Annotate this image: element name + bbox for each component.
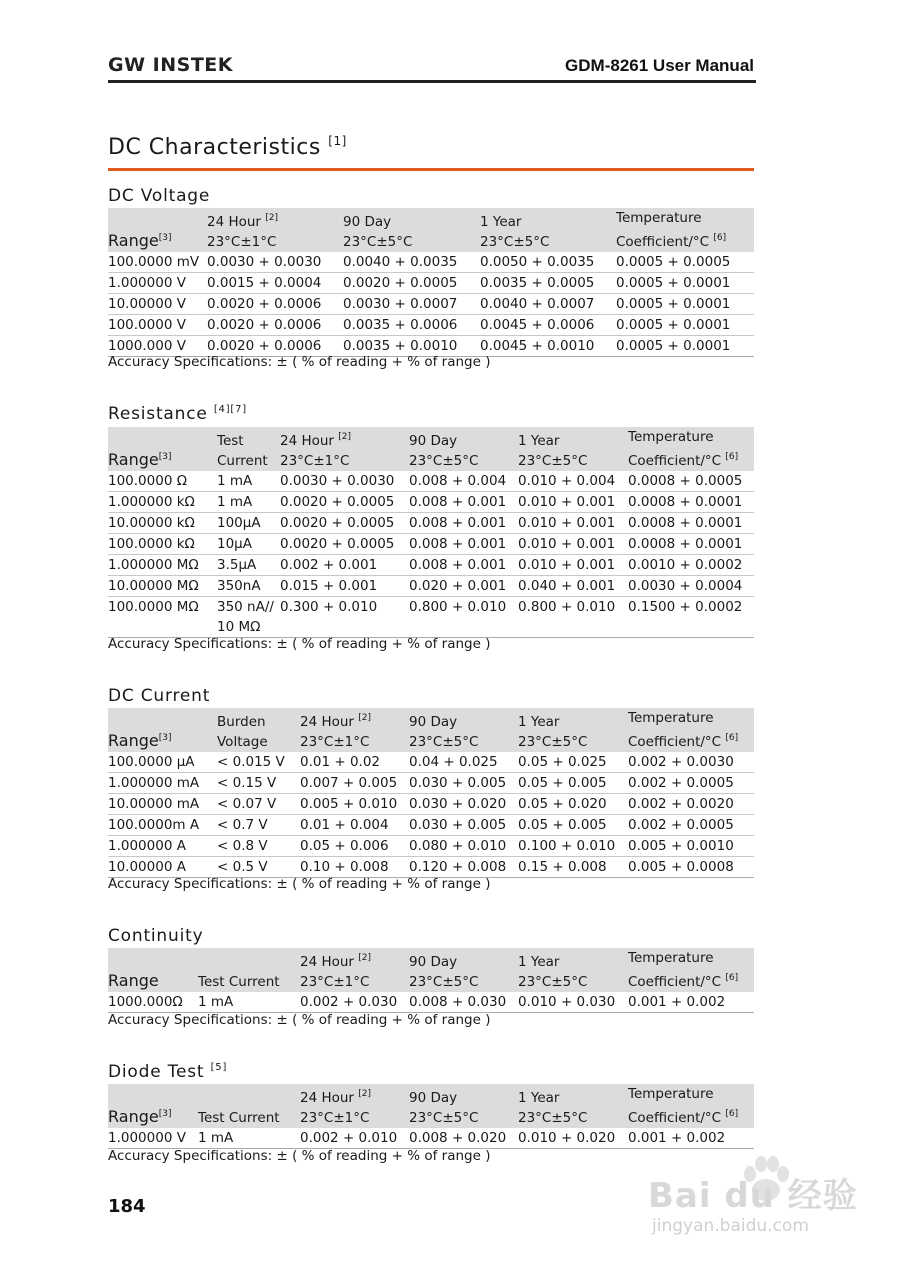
table-cell: 10μA [217, 534, 280, 555]
continuity-title: Continuity [108, 926, 204, 946]
watermark-url: jingyan.baidu.com [652, 1216, 809, 1236]
col-90-day: 90 Day 23°C±5°C [409, 714, 479, 750]
table-cell: 0.0015 + 0.0004 [207, 273, 343, 294]
col-90-day: 90 Day 23°C±5°C [409, 954, 479, 990]
table-header-row [108, 208, 754, 252]
col-24-hour: 24 Hour [2] 23°C±1°C [300, 713, 372, 750]
table-cell: 0.010 + 0.001 [518, 534, 628, 555]
table-cell: 350 nA// 10 MΩ [217, 597, 280, 638]
table-cell: 0.007 + 0.005 [300, 773, 409, 794]
table-cell: 100.0000 Ω [108, 471, 217, 492]
table-cell: < 0.07 V [217, 794, 300, 815]
table-cell: 0.002 + 0.001 [280, 555, 409, 576]
page-title [108, 134, 347, 160]
col-range: Range [108, 971, 159, 990]
col-temperature-coefficient: Temperature Coefficient/°C [6] [628, 950, 739, 990]
table-row [108, 492, 754, 513]
manual-title: GDM-8261 User Manual [565, 56, 754, 75]
table-cell: 0.05 + 0.025 [518, 752, 628, 773]
col-temperature-coefficient: Temperature Coefficient/°C [6] [628, 710, 739, 750]
dc-voltage-title: DC Voltage [108, 186, 211, 206]
col-test-current: Test Current [198, 974, 280, 990]
table-cell: 0.0035 + 0.0010 [343, 336, 480, 357]
table-cell: 0.010 + 0.020 [518, 1128, 628, 1149]
table-cell: 0.040 + 0.001 [518, 576, 628, 597]
continuity-accuracy-note: Accuracy Specifications: ± ( % of reading + % of range ) [108, 1012, 491, 1028]
table-cell: 0.0020 + 0.0005 [280, 492, 409, 513]
table-cell: 0.002 + 0.030 [300, 992, 409, 1013]
dc-current-table [108, 708, 754, 878]
table-cell: 1.000000 kΩ [108, 492, 217, 513]
table-cell: 0.120 + 0.008 [409, 857, 518, 878]
col-temperature-coefficient: Temperature Coefficient/°C [6] [628, 429, 739, 469]
table-cell: < 0.15 V [217, 773, 300, 794]
table-cell: 0.008 + 0.001 [409, 492, 518, 513]
table-cell: 1.000000 MΩ [108, 555, 217, 576]
col-24-hour: 24 Hour [2] 23°C±1°C [207, 213, 279, 250]
table-cell: 0.005 + 0.010 [300, 794, 409, 815]
col-90-day: 90 Day 23°C±5°C [409, 433, 479, 469]
table-cell: 0.015 + 0.001 [280, 576, 409, 597]
table-cell: 100μA [217, 513, 280, 534]
table-cell: 0.01 + 0.004 [300, 815, 409, 836]
table-cell: 0.0040 + 0.0007 [480, 294, 616, 315]
table-cell: 100.0000 MΩ [108, 597, 217, 638]
table-row [108, 315, 754, 336]
page-title-text: DC Characteristics [108, 135, 321, 160]
table-cell: 0.010 + 0.030 [518, 992, 628, 1013]
table-cell: 0.05 + 0.020 [518, 794, 628, 815]
table-cell: 0.030 + 0.020 [409, 794, 518, 815]
table-cell: 0.0005 + 0.0005 [616, 252, 754, 273]
table-row [108, 471, 754, 492]
table-cell: 1 mA [217, 492, 280, 513]
table-cell: < 0.8 V [217, 836, 300, 857]
table-cell: 0.008 + 0.020 [409, 1128, 518, 1149]
table-row [108, 992, 754, 1013]
table-cell: 0.05 + 0.006 [300, 836, 409, 857]
col-burden-voltage: Burden Voltage [217, 714, 268, 750]
table-cell: 1.000000 A [108, 836, 217, 857]
col-90-day: 90 Day 23°C±5°C [409, 1090, 479, 1126]
table-cell: 0.0020 + 0.0005 [280, 534, 409, 555]
resistance-title-text: Resistance [108, 404, 208, 424]
dc-voltage-accuracy-note: Accuracy Specifications: ± ( % of reading + % of range ) [108, 354, 491, 370]
table-cell: 0.0030 + 0.0007 [343, 294, 480, 315]
table-cell: 0.0045 + 0.0010 [480, 336, 616, 357]
table-cell: 0.0020 + 0.0006 [207, 315, 343, 336]
table-row [108, 836, 754, 857]
table-cell: 0.008 + 0.004 [409, 471, 518, 492]
dc-current-title: DC Current [108, 686, 211, 706]
table-cell: 0.002 + 0.0030 [628, 752, 754, 773]
resistance-title [108, 404, 247, 424]
table-cell: 1000.000Ω [108, 992, 198, 1013]
table-cell: 0.0008 + 0.0001 [628, 534, 754, 555]
col-test-current: Test Current [198, 1110, 280, 1126]
page-number: 184 [108, 1196, 146, 1217]
table-cell: 0.080 + 0.010 [409, 836, 518, 857]
page-title-ref: [1] [328, 134, 347, 148]
table-row [108, 294, 754, 315]
table-cell: 0.100 + 0.010 [518, 836, 628, 857]
table-cell: 0.0020 + 0.0005 [280, 513, 409, 534]
table-cell: 0.030 + 0.005 [409, 815, 518, 836]
table-header-row [108, 948, 754, 992]
col-range: Range[3] [108, 1107, 172, 1126]
table-row [108, 815, 754, 836]
table-cell: 10.00000 mA [108, 794, 217, 815]
table-cell: 0.001 + 0.002 [628, 1128, 754, 1149]
col-1-year: 1 Year 23°C±5°C [518, 954, 588, 990]
table-cell: < 0.015 V [217, 752, 300, 773]
table-cell: 0.010 + 0.001 [518, 555, 628, 576]
table-cell: 1.000000 V [108, 273, 207, 294]
table-cell: 0.0005 + 0.0001 [616, 294, 754, 315]
table-cell: 10.00000 MΩ [108, 576, 217, 597]
table-cell: 0.008 + 0.030 [409, 992, 518, 1013]
table-cell: 0.0005 + 0.0001 [616, 336, 754, 357]
resistance-accuracy-note: Accuracy Specifications: ± ( % of reading + % of range ) [108, 636, 491, 652]
table-cell: 0.010 + 0.001 [518, 513, 628, 534]
table-row [108, 857, 754, 878]
table-cell: 0.0008 + 0.0001 [628, 492, 754, 513]
col-range: Range[3] [108, 450, 172, 469]
table-cell: 0.0005 + 0.0001 [616, 315, 754, 336]
table-cell: < 0.5 V [217, 857, 300, 878]
diode-test-title-text: Diode Test [108, 1062, 205, 1082]
col-1-year: 1 Year 23°C±5°C [480, 214, 550, 250]
col-range: Range[3] [108, 231, 172, 250]
table-cell: 0.0005 + 0.0001 [616, 273, 754, 294]
col-90-day: 90 Day 23°C±5°C [343, 214, 413, 250]
table-cell: 0.0008 + 0.0005 [628, 471, 754, 492]
table-header-row [108, 708, 754, 752]
table-cell: 0.0020 + 0.0005 [343, 273, 480, 294]
col-1-year: 1 Year 23°C±5°C [518, 433, 588, 469]
table-cell: 0.04 + 0.025 [409, 752, 518, 773]
table-cell: 0.300 + 0.010 [280, 597, 409, 638]
table-row [108, 597, 754, 638]
table-cell: 0.05 + 0.005 [518, 815, 628, 836]
table-cell: 3.5μA [217, 555, 280, 576]
table-cell: 0.0035 + 0.0005 [480, 273, 616, 294]
col-24-hour: 24 Hour [2] 23°C±1°C [300, 1089, 372, 1126]
table-cell: 0.010 + 0.001 [518, 492, 628, 513]
table-cell: 0.002 + 0.0005 [628, 773, 754, 794]
table-cell: 0.0020 + 0.0006 [207, 294, 343, 315]
table-cell: < 0.7 V [217, 815, 300, 836]
table-cell: 0.0050 + 0.0035 [480, 252, 616, 273]
table-row [108, 576, 754, 597]
table-cell: 0.0035 + 0.0006 [343, 315, 480, 336]
table-header-row [108, 1084, 754, 1128]
table-cell: 10.00000 V [108, 294, 207, 315]
watermark-logo-text: Bai du 经验 [648, 1176, 858, 1216]
table-cell: 0.0020 + 0.0006 [207, 336, 343, 357]
table-row [108, 773, 754, 794]
table-cell: 350nA [217, 576, 280, 597]
dc-voltage-table [108, 208, 754, 357]
resistance-title-ref: [4][7] [213, 404, 247, 415]
col-1-year: 1 Year 23°C±5°C [518, 1090, 588, 1126]
table-cell: 0.002 + 0.010 [300, 1128, 409, 1149]
table-cell: 0.800 + 0.010 [518, 597, 628, 638]
table-cell: 1 mA [198, 992, 300, 1013]
table-cell: 0.020 + 0.001 [409, 576, 518, 597]
table-cell: 1.000000 V [108, 1128, 198, 1149]
col-temperature-coefficient: Temperature Coefficient/°C [6] [628, 1086, 739, 1126]
table-row [108, 794, 754, 815]
diode-test-title [108, 1062, 227, 1082]
table-row [108, 513, 754, 534]
col-24-hour: 24 Hour [2] 23°C±1°C [300, 953, 372, 990]
table-cell: 0.0040 + 0.0035 [343, 252, 480, 273]
table-cell: 100.0000m A [108, 815, 217, 836]
table-row [108, 534, 754, 555]
table-cell: 0.1500 + 0.0002 [628, 597, 754, 638]
table-cell: 0.010 + 0.004 [518, 471, 628, 492]
table-cell: 100.0000 kΩ [108, 534, 217, 555]
dc-current-accuracy-note: Accuracy Specifications: ± ( % of reading + % of range ) [108, 876, 491, 892]
table-cell: 10.00000 kΩ [108, 513, 217, 534]
continuity-table [108, 948, 754, 1013]
table-cell: 100.0000 V [108, 315, 207, 336]
table-cell: 0.0030 + 0.0030 [207, 252, 343, 273]
diode-test-table [108, 1084, 754, 1149]
col-24-hour: 24 Hour [2] 23°C±1°C [280, 432, 352, 469]
table-cell: 100.0000 mV [108, 252, 207, 273]
table-cell: 0.01 + 0.02 [300, 752, 409, 773]
table-cell: 0.15 + 0.008 [518, 857, 628, 878]
title-divider [108, 168, 754, 171]
table-cell: 0.0008 + 0.0001 [628, 513, 754, 534]
table-cell: 10.00000 A [108, 857, 217, 878]
diode-test-title-ref: [5] [210, 1062, 228, 1073]
gw-instek-logo: GW INSTEK [108, 54, 233, 76]
diode-test-accuracy-note: Accuracy Specifications: ± ( % of reading + % of range ) [108, 1148, 491, 1164]
table-cell: 0.030 + 0.005 [409, 773, 518, 794]
table-cell: 0.0030 + 0.0030 [280, 471, 409, 492]
table-cell: 0.002 + 0.0020 [628, 794, 754, 815]
table-row [108, 752, 754, 773]
col-test-current: Test Current [217, 433, 268, 469]
resistance-table [108, 427, 754, 638]
col-temperature-coefficient: Temperature Coefficient/°C [6] [616, 210, 727, 250]
table-row [108, 273, 754, 294]
baidu-watermark [648, 1150, 858, 1250]
table-cell: 1 mA [217, 471, 280, 492]
header-divider [108, 80, 756, 83]
table-cell: 0.0045 + 0.0006 [480, 315, 616, 336]
table-cell: 100.0000 μA [108, 752, 217, 773]
col-range: Range[3] [108, 731, 172, 750]
table-row [108, 555, 754, 576]
table-row [108, 1128, 754, 1149]
table-cell: 0.008 + 0.001 [409, 555, 518, 576]
table-cell: 0.0030 + 0.0004 [628, 576, 754, 597]
table-cell: 1000.000 V [108, 336, 207, 357]
table-row [108, 252, 754, 273]
table-cell: 0.005 + 0.0008 [628, 857, 754, 878]
col-1-year: 1 Year 23°C±5°C [518, 714, 588, 750]
table-cell: 0.05 + 0.005 [518, 773, 628, 794]
table-cell: 0.008 + 0.001 [409, 534, 518, 555]
table-cell: 0.800 + 0.010 [409, 597, 518, 638]
table-cell: 0.008 + 0.001 [409, 513, 518, 534]
table-cell: 0.005 + 0.0010 [628, 836, 754, 857]
table-cell: 1 mA [198, 1128, 300, 1149]
table-cell: 1.000000 mA [108, 773, 217, 794]
table-cell: 0.001 + 0.002 [628, 992, 754, 1013]
table-header-row [108, 427, 754, 471]
table-cell: 0.0010 + 0.0002 [628, 555, 754, 576]
table-cell: 0.10 + 0.008 [300, 857, 409, 878]
table-cell: 0.002 + 0.0005 [628, 815, 754, 836]
